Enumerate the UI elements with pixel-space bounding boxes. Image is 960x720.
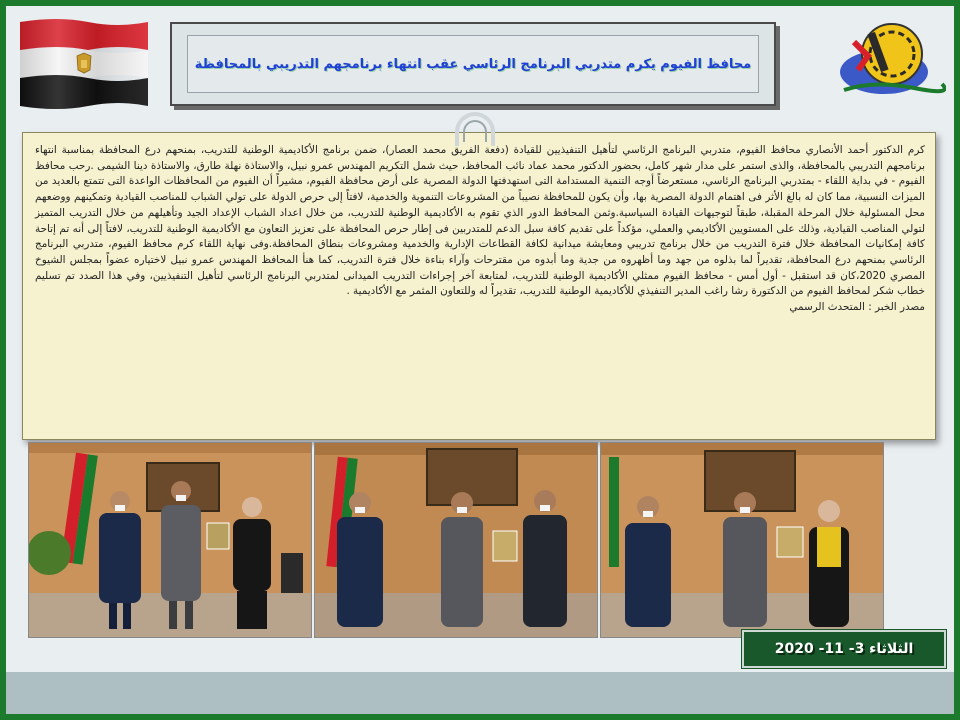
headline-inner-frame — [187, 35, 759, 93]
article-body — [35, 143, 925, 316]
binder-ring-inner-icon — [463, 120, 487, 142]
photo-right — [600, 442, 884, 638]
date-badge — [742, 630, 946, 668]
fayoum-logo — [834, 12, 946, 112]
article-paragraph: كرم الدكتور أحمد الأنصاري محافظ الفيوم، متدربي البرنامج الرئاسي لتأهيل التنفيذيين للقيادة (دفعة الفريق محمد العصار)، ضمن برنامج الأكاديمية الوطنية للتدريب، بمنحهم درع المحافظة بمناسبة انتهاء برنامجهم التدريبي بالمحافظة، والذى استمر على مدار شهر كامل، بحضور الدكتور محمد عماد نائب المحافظ، حيث شمل التكريم المهندس عمرو نبيل، والاستاذة نهلة طارق، والاستاذة دينا الشيمى .رحب محافظ الفيوم - في بداية اللقاء - بمتدربي البرنامج الرئاسي، مستعرضاً أوجه التنمية المستدامة التى استهدفتها الدولة المصرية على أرض محافظة الفيوم، مشيراً أن الفيوم من المحافظات الواعدة التى تتمتع بالعديد من الميزات النسبية، مما كان له بالغ الأثر فى اهتمام الدولة المصرية بها، وأن يكون للمحافظة نصيباً من المشروعات التنموية والخدمية، لافتاً إلى حرص الدولة على تولي الشباب للمناصب القيادية وتمكينهم ووضعهم محل المسئولية خلال المرحلة المقبلة، طبقاً لتوجيهات القيادة السياسية.وثمن المحافظ الدور الذي تقوم به الأكاديمية الوطنية للتدريب، من خلال اعداد الشباب الإعداد الجيد وتأهيلهم من خلال التدريب المتميز لتولي المناصب القيادية، وذلك على المستويين الأكاديمي والعملي، مؤكداً على تقديم كافة سبل الدعم للمتدربين فى إطار حرص المحافظة على تعزيز التعاون مع الأكاديمية الوطنية للتدريب، لافتاً إلى أنه تم إتاحة كافة إمكانيات المحافظة خلال فترة التدريب من خلال برنامج تدريبي ومعايشة ميدانية لكافة القطاعات الإدارية والخدمية ومشروعات بنطاق المحافظة.وفى نهاية اللقاء كرم محافظ الفيوم، متدربي البرنامج الرئاسي بمنحهم درع المحافظة، تقديراً لما بذلوه من جهد وما أظهروه من جدية وما أبدوه من مقترحات وآراء بناءة خلال فترة التدريب، كما هنأ المحافظ المهندس عمرو نبيل لاختياره عضواً بمجلس الشيوخ المصري 2020،كان قد استقبل - أول أمس - محافظ الفيوم ممثلي الأكاديمية الوطنية للتدريب، لمتابعة آخر إجراءات التدريب الميدانى لمتدربي البرنامج الرئاسي لتأهيل التنفيذيين، وفي هذا الصدد تم تسليم خطاب شكر لمحافظ الفيوم من الدكتورة رشا راغب المدير التنفيذي للأكاديمية الوطنية للتدريب، تقديراً له وللتعاون المثمر مع الأكاديمية . — [35, 144, 925, 298]
egypt-flag-icon — [18, 16, 150, 110]
date-text: الثلاثاء 3- 11- 2020 — [774, 641, 914, 657]
slide — [6, 6, 954, 714]
headline-box — [170, 22, 776, 106]
article-source: مصدر الخبر : المتحدث الرسمي — [789, 301, 925, 314]
article-box — [22, 132, 936, 440]
photo-left — [28, 442, 312, 638]
bottom-band — [6, 672, 954, 714]
photo-middle — [314, 442, 598, 638]
headline-title: محافظ الفيوم يكرم متدربي البرنامج الرئاسي عقب انتهاء برنامجهم التدريبي بالمحافظة — [194, 56, 752, 72]
